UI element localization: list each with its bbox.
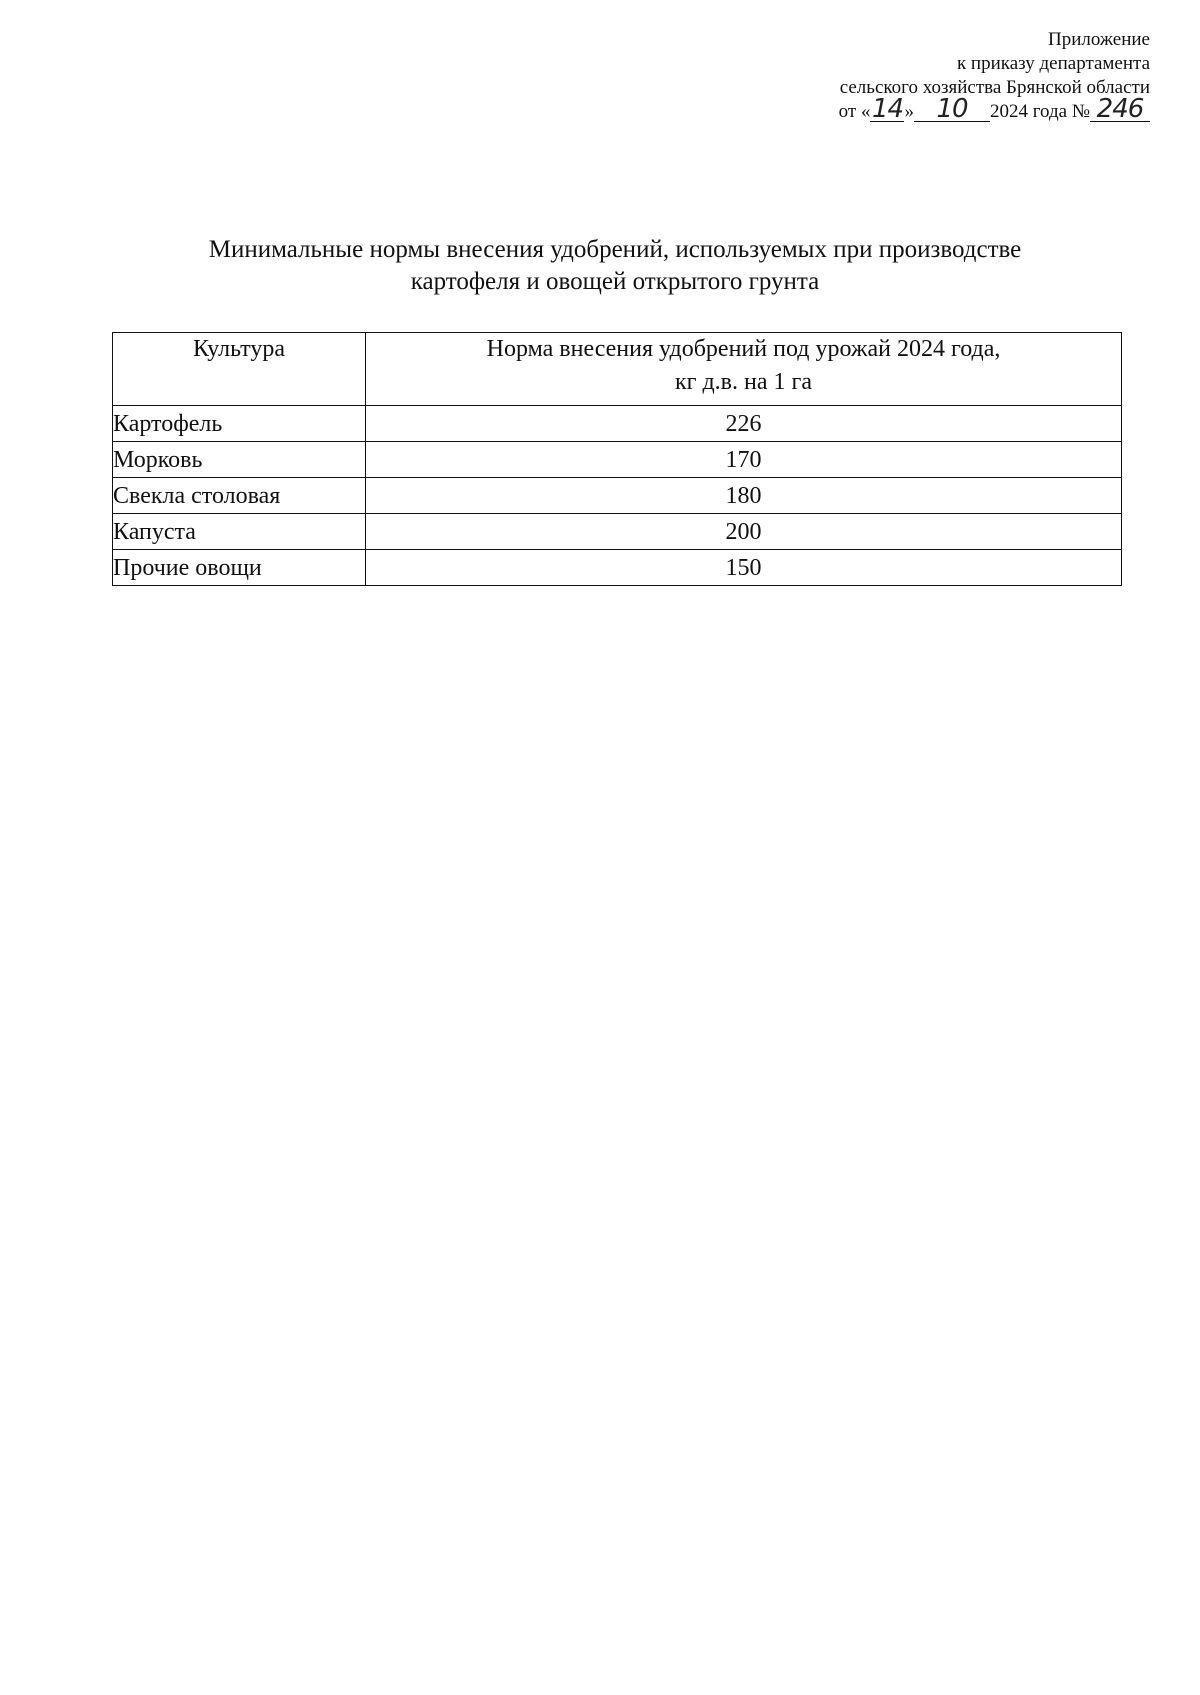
- table-row: [113, 550, 1122, 586]
- table-row: [113, 514, 1122, 550]
- date-day-handwritten: 14: [871, 94, 904, 124]
- crop-cell: Свекла столовая: [113, 478, 366, 514]
- crop-cell: Морковь: [113, 442, 366, 478]
- norm-value-cell: 150: [366, 550, 1122, 586]
- table-row: [113, 442, 1122, 478]
- table-header-row: [113, 333, 1122, 406]
- fertilizer-norms-table: [112, 332, 1122, 586]
- crop-cell: Капуста: [113, 514, 366, 550]
- date-month-handwritten: 10: [936, 94, 968, 124]
- document-title-line1: Минимальные нормы внесения удобрений, используемых при производстве: [208, 236, 1022, 263]
- column-header-norm: [366, 333, 1122, 406]
- order-number-blank: [1090, 94, 1150, 124]
- order-number-handwritten: 246: [1096, 94, 1144, 124]
- crop-cell: Прочие овощи: [113, 550, 366, 586]
- column-header-norm-line2: кг д.в. на 1 га: [674, 369, 813, 395]
- appendix-label: Приложение: [1048, 29, 1150, 50]
- date-prefix: от «: [838, 101, 871, 122]
- appendix-department: сельского хозяйства Брянской области: [839, 77, 1150, 98]
- column-header-crop: Культура: [113, 333, 366, 406]
- date-mid: »: [904, 101, 914, 122]
- norm-value-cell: 180: [366, 478, 1122, 514]
- norm-value-cell: 170: [366, 442, 1122, 478]
- appendix-date-line: [838, 94, 1150, 124]
- norm-value-cell: 200: [366, 514, 1122, 550]
- date-day-blank: [870, 94, 904, 124]
- norm-value-cell: 226: [366, 406, 1122, 442]
- document-title: [110, 234, 1120, 298]
- appendix-header: [839, 28, 1150, 124]
- table-row: [113, 478, 1122, 514]
- document-title-line2: картофеля и овощей открытого грунта: [410, 268, 820, 295]
- crop-cell: Картофель: [113, 406, 366, 442]
- table-row: [113, 406, 1122, 442]
- appendix-order-ref: к приказу департамента: [956, 53, 1150, 74]
- date-month-blank: [914, 94, 990, 124]
- column-header-norm-line1: Норма внесения удобрений под урожай 2024 года,: [486, 336, 1001, 362]
- date-year-text: 2024 года №: [989, 101, 1090, 122]
